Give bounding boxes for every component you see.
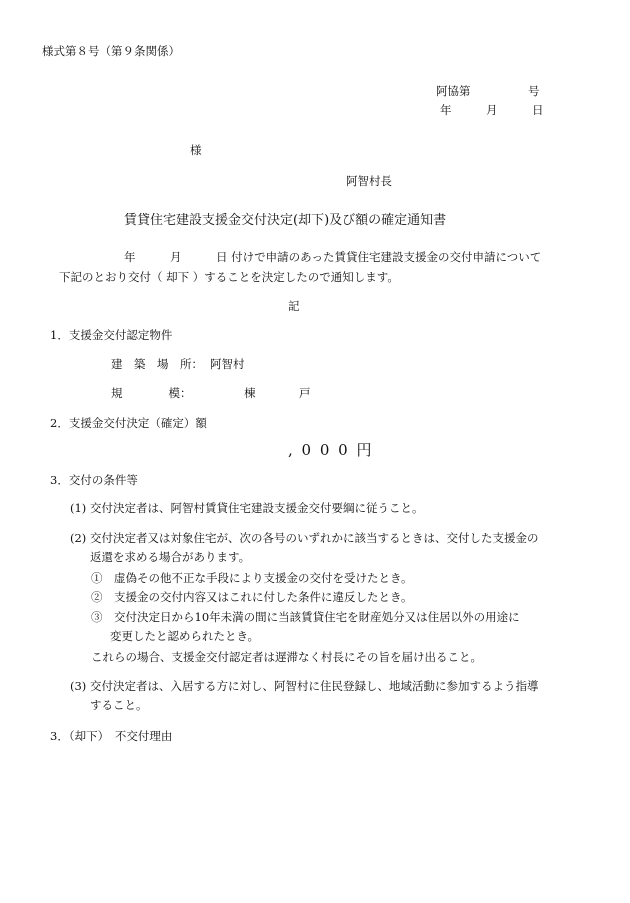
ki-heading: 記 xyxy=(288,299,300,313)
condition-sub-2: ② 支援金の交付内容又はこれに付した条件に違反したとき。 xyxy=(91,590,413,604)
condition-item-3-line-1: (3) 交付決定者は、入居する方に対し、阿智村に住民登録し、地域活動に参加するよう指導 xyxy=(70,679,539,693)
section-4-heading: 3．（却下） 不交付理由 xyxy=(50,729,173,743)
location-value: 阿智村 xyxy=(210,357,245,371)
section-3-heading: 3．交付の条件等 xyxy=(50,473,138,487)
condition-sub-3-line-1: ③ 交付決定日から10年未満の間に当該賃貸住宅を財産処分又は住居以外の用途に xyxy=(91,610,520,624)
issuer-name: 阿智村長 xyxy=(346,174,392,188)
location-label: 建 築 場 所： xyxy=(111,357,203,371)
condition-item-2-line-1: (2) 交付決定者又は対象住宅が、次の各号のいずれかに該当するときは、交付した支援金の xyxy=(70,531,539,545)
condition-item-2-line-2: 返還を求める場合があります。 xyxy=(90,550,251,564)
section-2-heading: 2．支援金交付決定（確定）額 xyxy=(50,416,207,430)
issue-date: 年 月 日 xyxy=(440,103,544,117)
intro-line-1: 年 月 日 付けで申請のあった賃貸住宅建設支援金の交付申請について xyxy=(124,250,542,264)
grant-amount: , 0 0 0 円 xyxy=(288,441,374,459)
scale-unit-units: 戸 xyxy=(299,386,311,400)
condition-item-3-line-2: すること。 xyxy=(90,698,148,712)
condition-item-2-note: これらの場合、支援金交付認定者は遅滞なく村長にその旨を届け出ること。 xyxy=(91,650,482,664)
intro-line-2: 下記のとおり交付（ 却下 ）することを決定したので通知します。 xyxy=(59,270,399,284)
form-label: 様式第８号（第９条関係） xyxy=(42,44,180,58)
document-title: 賃貸住宅建設支援金交付決定(却下)及び額の確定通知書 xyxy=(124,213,447,228)
condition-sub-3-line-2: 変更したと認められたとき。 xyxy=(110,629,260,643)
scale-label: 規 模： xyxy=(111,386,192,400)
condition-sub-1: ① 虚偽その他不正な手段により支援金の交付を受けたとき。 xyxy=(91,571,413,585)
document-number: 阿協第 号 xyxy=(436,84,540,98)
section-1-heading: 1．支援金交付認定物件 xyxy=(50,328,173,342)
recipient-suffix: 様 xyxy=(190,143,202,157)
scale-unit-buildings: 棟 xyxy=(244,386,256,400)
condition-item-1: (1) 交付決定者は、阿智村賃貸住宅建設支援金交付要綱に従うこと。 xyxy=(70,501,424,515)
